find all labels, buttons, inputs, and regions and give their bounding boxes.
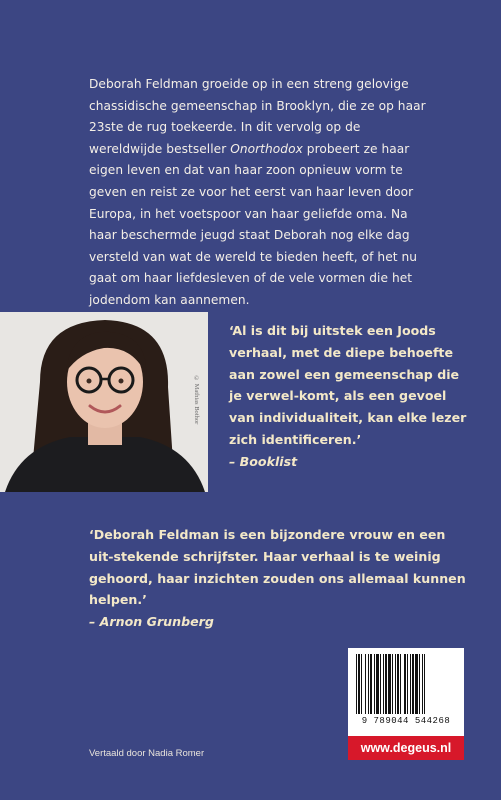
blurb-text-2: probeert ze haar eigen leven en dat van haar zoon opnieuw vorm te geven en reist ze voor het eerst van haar leven door Europa, in het voetspoor van haar geliefde oma. Na haar beschermde jeugd staat Deborah nog elke dag versteld van wat de wereld te bieden heeft, of het nu gaat om haar liefdesleven of de vele vormen die het jodendom kan aannemen.	[89, 141, 418, 307]
author-portrait-image	[0, 312, 208, 492]
isbn-barcode	[348, 648, 464, 738]
translator-credit: Vertaald door Nadia Romer	[89, 748, 205, 759]
author-photo	[0, 312, 208, 492]
review-quote-grunberg	[89, 524, 469, 633]
quote-attribution: – Booklist	[229, 453, 298, 469]
blurb-text-1: Deborah Feldman groeide op in een streng gelovige chassidische gemeenschap in Brooklyn, die ze op haar 23ste de rug toekeerde. In dit vervolg op de wereldwijde bestseller	[89, 77, 426, 156]
isbn-number: 9 789044 544268	[361, 716, 451, 726]
photo-credit: © Mathias Bothor	[193, 375, 200, 425]
review-quote-booklist	[229, 320, 474, 473]
quote-text: ‘Deborah Feldman is een bijzondere vrouw en een uit-stekende schrijfster. Haar verhaal is te weinig gehoord, haar inzichten zouden ons allemaal kunnen helpen.’	[89, 527, 466, 608]
back-cover-blurb	[89, 74, 429, 312]
publisher-website[interactable]: www.degeus.nl	[348, 736, 464, 760]
book-title-reference: Onorthodox	[230, 141, 303, 156]
barcode-bars	[354, 654, 458, 714]
quote-text: ‘Al is dit bij uitstek een Joods verhaal, met de diepe behoefte aan zowel een gemeenschap die je verwel-komt, als een gevoel van individualiteit, kan elke lezer zich identificeren.’	[229, 323, 467, 447]
quote-attribution: – Arnon Grunberg	[89, 614, 214, 630]
